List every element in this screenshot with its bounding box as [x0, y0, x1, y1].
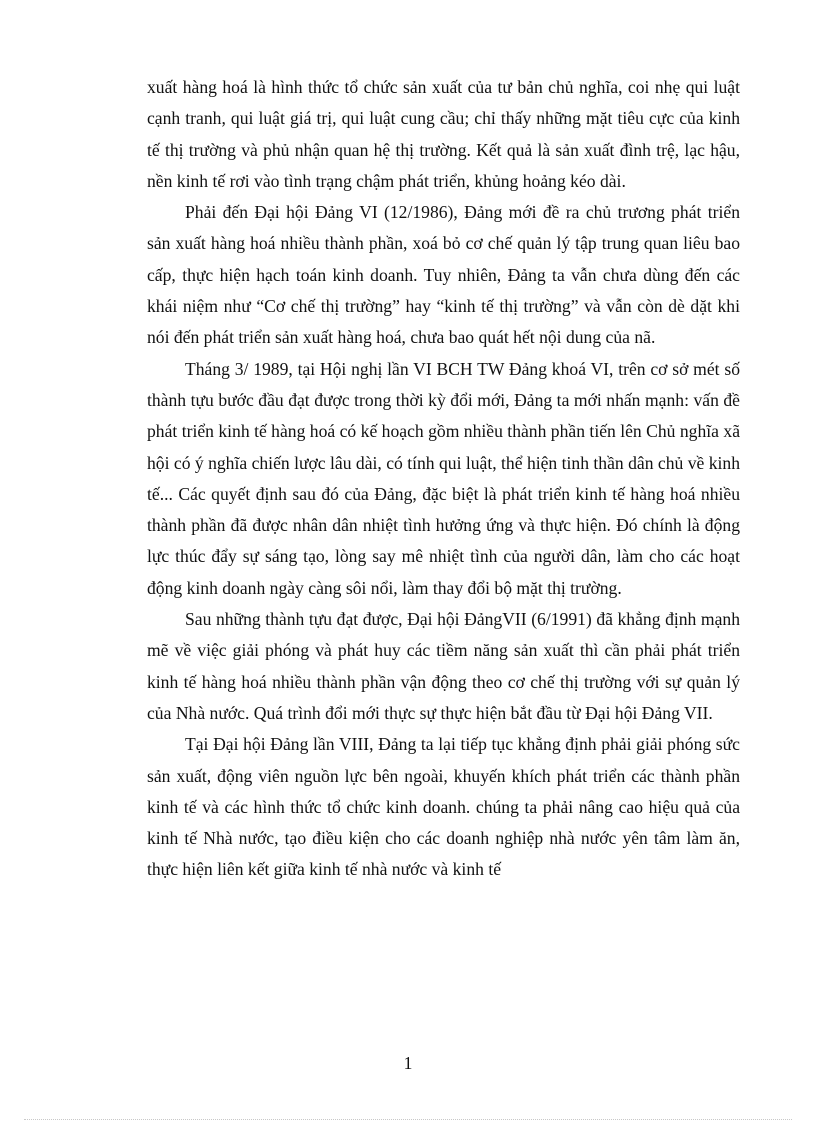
- paragraph-thang-3-1989: Tháng 3/ 1989, tại Hội nghị lần VI BCH TW Đảng khoá VI, trên cơ sở mét số thành tựu bước đầu đạt được trong thời kỳ đổi mới, Đảng ta mới nhấn mạnh: vấn đề phát triển kinh tế hàng hoá có kế hoạch gồm nhiều thành phần tiến lên Chủ nghĩa xã hội có ý nghĩa chiến lược lâu dài, có tính qui luật, thể hiện tinh thần dân chủ về kinh tế... Các quyết định sau đó của Đảng, đặc biệt là phát triển kinh tế hàng hoá nhiều thành phần đã được nhân dân nhiệt tình hưởng ứng và thực hiện. Đó chính là động lực thúc đẩy sự sáng tạo, lòng say mê nhiệt tình của người dân, làm cho các hoạt động kinh doanh ngày càng sôi nổi, làm thay đổi bộ mặt thị trường.: [147, 358, 740, 598]
- paragraph-dai-hoi-viii: Tại Đại hội Đảng lần VIII, Đảng ta lại tiếp tục khẳng định phải giải phóng sức sản xuất, động viên nguồn lực bên ngoài, khuyến khích phát triển các thành phần kinh tế và các hình thức tổ chức kinh doanh. chúng ta phải nâng cao hiệu quả của kinh tế Nhà nước, tạo điều kiện cho các doanh nghiệp nhà nước yên tâm làm ăn, thực hiện liên kết giữa kinh tế nhà nước và kinh tế: [147, 734, 740, 880]
- body-text: [147, 72, 740, 886]
- paragraph-dai-hoi-vii: Sau những thành tựu đạt được, Đại hội ĐảngVII (6/1991) đã khẳng định mạnh mẽ về việc giải phóng và phát huy các tiềm năng sản xuất thì cần phải phát triển kinh tế hàng hoá nhiều thành phần vận động theo cơ chế thị trường với sự quản lý của Nhà nước. Quá trình đổi mới thực sự thực hiện bắt đầu từ Đại hội Đảng VII.: [147, 609, 740, 723]
- paragraph-dai-hoi-vi: Phải đến Đại hội Đảng VI (12/1986), Đảng mới đề ra chủ trương phát triển sản xuất hàng hoá nhiều thành phần, xoá bỏ cơ chế quản lý tập trung quan liêu bao cấp, thực hiện hạch toán kinh doanh. Tuy nhiên, Đảng ta vẫn chưa dùng đến các khái niệm như “Cơ chế thị trường” hay “kinh tế thị trường” và vẫn còn dè dặt khi nói đến phát triển sản xuất hàng hoá, chưa bao quát hết nội dung của nã.: [147, 202, 740, 348]
- page-number: 1: [403, 1053, 413, 1073]
- page-bottom-divider: [24, 1119, 792, 1120]
- paragraph-continuation: xuất hàng hoá là hình thức tổ chức sản xuất của tư bản chủ nghĩa, coi nhẹ qui luật cạnh tranh, qui luật giá trị, qui luật cung cầu; chỉ thấy những mặt tiêu cực của kinh tế thị trường và phủ nhận quan hệ thị trường. Kết quả là sản xuất đình trệ, lạc hậu, nền kinh tế rơi vào tình trạng chậm phát triển, khủng hoảng kéo dài.: [147, 77, 740, 191]
